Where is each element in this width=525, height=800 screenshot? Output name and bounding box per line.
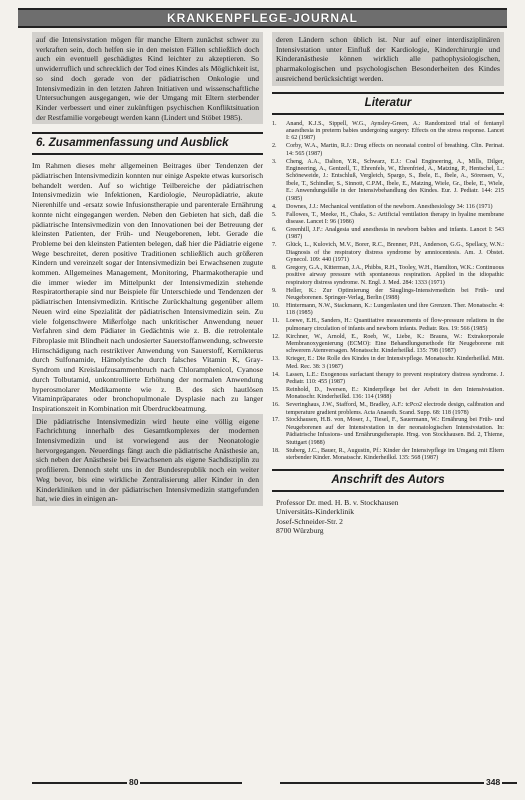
reference-number: 1. (272, 120, 277, 127)
reference-text: Loewe, E.H., Sanders, H.: Quantitative measurements of flow-pressure relations in the pulmonary circulation of infants and newborn infants. Pediatr. Res. 19: 566 (1985) (286, 318, 504, 332)
literature-heading: Literatur (272, 92, 504, 115)
reference-number: 16. (272, 402, 280, 409)
author-address (272, 498, 504, 536)
reference-text: Cheng, A.A., Dalton, Y.R., Schwarz, E.J.: Coal Engineering, A., Mills, Dilger, Engineering, A., Gentzell, T., Ehrenfels, W., Ehrenfried, A., Matzing, P., Hentschel, L.: Schöneweide, J.: Entschluß, Vergleich, Spargo, S., Ibele, E., Ibele, A., Sörensen, V., Ibele, T., Schindler, S., Sinnott, C.P.M., Ibele, E., Matzing, Wiele, Gr., Ibele, E., Wiele, E.: Anwendungsfälle in der Intensivbehandlung des Kindes. Eur. J. Pediatr. 144: 215 (1985) (286, 158, 504, 202)
reference-text: Gregory, G.A., Kitterman, J.A., Phibbs, R.H., Tooley, W.H., Hamilton, W.K.: Continuous positive airway pressure with spontaneous respiration. Applied in the idiopathic respiratory distress syndrome. N. Engl. J. Med. 284: 1333 (1971) (286, 264, 504, 286)
reference-item (272, 121, 504, 143)
reference-item (272, 417, 504, 447)
address-heading: Anschrift des Autors (272, 469, 504, 492)
reference-item (272, 402, 504, 417)
page-footer (32, 777, 505, 787)
reference-item (272, 242, 504, 264)
reference-item (272, 448, 504, 463)
reference-number: 7. (272, 242, 277, 249)
reference-text: Corby, W.A., Martin, R.J.: Drug effects on neonatal control of breathing. Clin. Perinat. 14: 565 (1987) (286, 143, 504, 157)
reference-number: 12. (272, 333, 280, 340)
reference-number: 5. (272, 211, 277, 218)
reference-text: Fallowes, T., Meeke, H., Chaks, S.: Artificial ventilation therapy in hyaline membrane disease. Lancet I: 96 (1986) (286, 211, 504, 225)
reference-text: Heller, K.: Zur Optimierung der Säuglings-Intensivmedizin bei Früh- und Neugeborenen. Springer-Verlag, Berlin (1988) (286, 287, 504, 302)
reference-item (272, 265, 504, 287)
summary-paragraph: Im Rahmen dieses mehr allgemeinen Beitrages über Tendenzen der pädiatrischen Intensivmedizin konnten nur einige Aspekte etwas kursorisch behandelt werden. Auf so wichtige Teilbereiche der pädiatrischen Intensivmedizin wie Infektionen, Kardiologie, Neuropädiatrie, akute Nierenhilfe und -ersatz sowie Infusionstherapie und parenterale Ernährung konnte nicht eingegangen werden. Neben den Gebieten hat sich, daß die pädiatrische Intensivmedizin von den Innovationen bei der Betreuung der kleinsten Patienten, der Früh- und Neugeborenen, lebt. Gerade die Probleme bei den kleinsten Patienten belegen, daß hier die Pädiatrie eigene Wege beschreitet, deren positive Traditionen schließlich auch größeren Kindern und vereinzelt sogar der Intensivmedizin bei Erwachsenen zugute kommen. Allgemeines Management, Monitoring, Pharmakotherapie und die immer wieder im Mittelpunkt der Intensivmedizin stehende Respiratortherapie sind nur Beispiele für Unterschiede und Tendenzen der pädiatrischen Intensivmedizin. Kritische Zurückhaltung gegenüber allem Neuen wird eine Spezialität der pädiatrischen Intensivmedizin sein. Zu viele folgenschwere Mißerfolge nach unkritischer Anwendung neuer Verfahren sind dem Pädiater in Gedächtnis wie z. B. die retrolentale Fibroplasie mit Blindheit nach undosierter Sauerstoffanwendung, schwerste Hirnschädigung nach restriktiver Anwendung von Sauerstoff, Kernikterus durch Sulfonamide, Hämolytische durch falsches Vitamin K, Gray-Syndrom und Kreislaufzusammenbruch nach Chloramphenicol, Cyanose durch Tolbutamid, unkontrollierte Erhöhung der normalen Anwendung hyperosmolarer Medikamente wie z. B. des sich hautlösen Vitaminpräparates oder bronchopulmonale Dysplasie nach zu langer Inspirationszeit in Kombination mit Überdruckbeatmung. (32, 161, 263, 413)
reference-number: 11. (272, 318, 280, 325)
reference-item (272, 288, 504, 303)
left-page-number: 80 (129, 777, 139, 787)
journal-header (18, 8, 507, 28)
reference-item (272, 334, 504, 356)
reference-item (272, 356, 504, 371)
reference-number: 10. (272, 302, 280, 309)
reference-text: Anand, K.J.S., Sippell, W.G., Aynsley-Green, A.: Randomized trial of fentanyl anaesthesia in preterm babies undergoing surgery: Effects on the stress response. Lancet I: 62 (1987) (286, 120, 504, 142)
reference-item (272, 143, 504, 158)
outlook-paragraph: Die pädiatrische Intensivmedizin wird heute eine völlig eigene Fachrichtung innerhalb des Gesamtkomplexes der modernen Intensivmedizin und ist vorwiegend aus der Neonatologie hervorgegangen. Neuerdings fängt auch die pädiatrische Anästhesie an, sich neben der Anästhesie bei Erwachsenen als eigene Sachdisziplin zu profilieren. Dennoch steht uns in der Bundesrepublik noch ein weiter Weg bevor, bis eine wirkliche Zentralisierung aller Kinder in den Kinderkliniken und in der pädiatrischen Intensivmedizin stattgefunden hat, wie dies in einigen an- (32, 414, 263, 506)
address-line: Josef-Schneider-Str. 2 (276, 516, 343, 526)
reference-text: Reinhold, D., Iwersen, E.: Kinderpflege bei der Arbeit in den Intensivstation. Monatsschr. Kinderheilkd. 136: 114 (1988) (286, 386, 504, 401)
reference-item (272, 303, 504, 318)
reference-text: Stockhausen, H.B. von, Moser, J., Tiesel, F., Sauermann, W.: Ernährung bei Früh- und Neugeborenen auf der Intensivstation in der neonatologischen Intensivstation. In: Pädiatrische Infusions- und Ernährungstherapie. Hrsg. von Stockhausen. Bd. 2, Thieme, Stuttgart (1988) (286, 417, 504, 446)
reference-number: 8. (272, 264, 277, 271)
reference-item (272, 318, 504, 333)
reference-number: 15. (272, 386, 280, 393)
reference-item (272, 372, 504, 387)
address-line: Professor Dr. med. H. B. v. Stockhausen (276, 497, 399, 507)
reference-number: 18. (272, 447, 280, 454)
reference-item (272, 159, 504, 204)
reference-number: 9. (272, 287, 277, 294)
reference-number: 17. (272, 417, 280, 424)
footer-rule (280, 782, 517, 784)
reference-item (272, 387, 504, 402)
section-heading: 6. Zusammenfassung und Ausblick (32, 132, 263, 155)
address-line: 8700 Würzburg (276, 526, 324, 536)
reference-text: Greenhill, J.F.: Analgesia und anesthesia in newborn babies and infants. Lancet I: 543 (1987) (286, 226, 504, 241)
reference-number: 14. (272, 371, 280, 378)
reference-text: Downes, J.J.: Mechanical ventilation of the newborn. Anesthesiology 34: 116 (1971) (286, 203, 493, 210)
reference-item (272, 212, 504, 227)
continuation-paragraph: deren Ländern schon üblich ist. Nur auf einer interdisziplinären Intensivstation unter Einfluß der Kardiologie, Kinderchirurgie und Kinderanästhesie können wirklich alle pathophysiologischen, pharmakologischen und psychologischen Besonderheiten des Kindes ausreichend berücksichtigt werden. (272, 32, 504, 86)
reference-number: 4. (272, 203, 277, 210)
reference-text: Kirchner, W., Arnold, E., Roeb, W., Liebe, K.: Brauns, W.: Extrakorporale Membranoxygenierung (ECMO): Eine Behandlungsmethode für Neugeborene mit schwerem Atemversagen. Monatsschr. Kinderheilkd. 135: 798 (1987) (286, 333, 504, 355)
right-page-number: 348 (486, 777, 501, 787)
reference-list (272, 121, 504, 463)
reference-number: 3. (272, 158, 277, 165)
reference-text: Krieger, E.: Die Rolle des Kindes in der Intensivpflege. Monatsschr. Kinderheilkd. Mitt. Med. Rec. 38: 3 (1987) (286, 356, 504, 370)
reference-text: Severinghaus, J.W., Stafford, M., Bradley, A.F.: tcPco2 electrode design, calibration and temperature gradient problems. Acta Anaesth. Scand. Supp. 68: 118 (1978) (286, 402, 504, 416)
journal-title: KRANKENPFLEGE-JOURNAL (166, 11, 358, 25)
intro-paragraph: auf die Intensivstation mögen für manche Eltern zunächst schwer zu verkraften sein, doch helfen sie in den meisten Fällen schließlich doch auch ein eventuell geschädigtes Kind leichter zu akzeptieren. So unwiderruflich und schrecklich der Tod eines Kindes als Möglichkeit ist, so sind doch gerade von der pädiatrischen Onkologie und Intensivmedizin in den letzten Jahren Initiativen und wissenschaftliche Untersuchungen ausgegangen, wie der Umgang mit Eltern sterbender Kinder verbessert und einer zukünftigen psychischen Konfliktsituation der Restfamilie vorgebeugt werden kann (Lindert und Stöbet 1985). (32, 32, 263, 124)
reference-text: Stuberg, J.C., Bauer, R., Augustin, Pf.: Kinder der Intensivpflege im Umgang mit Eltern sterbender Kinder. Monatsschr. Kinderheilkd. 135: 568 (1987) (286, 447, 504, 462)
reference-item (272, 204, 504, 211)
reference-text: Hintermann, N.W., Stackmann, K.: Lungenlasten und ihre Grenzen. Ther. Monatsschr. 4: 118 (1985) (286, 302, 504, 317)
reference-number: 6. (272, 226, 277, 233)
right-column (272, 32, 504, 536)
reference-number: 2. (272, 143, 277, 150)
left-column (32, 32, 263, 506)
reference-text: Glück, L., Kulovich, M.V., Borer, R.C., Brenner, P.H., Anderson, G.G., Spellacy, W.N.: Diagnosis of the respiratory distress syndrome by amniocentesis. Am. J. Obstet. Gynecol. 109: 440 (1971) (286, 242, 504, 264)
reference-item (272, 227, 504, 242)
address-line: Universitäts-Kinderklinik (276, 507, 355, 517)
reference-text: Lassen, L.E.: Exogenous surfactant therapy to prevent respiratory distress syndrome. J. Pediatr. 110: 455 (1987) (286, 371, 504, 385)
reference-number: 13. (272, 356, 280, 363)
